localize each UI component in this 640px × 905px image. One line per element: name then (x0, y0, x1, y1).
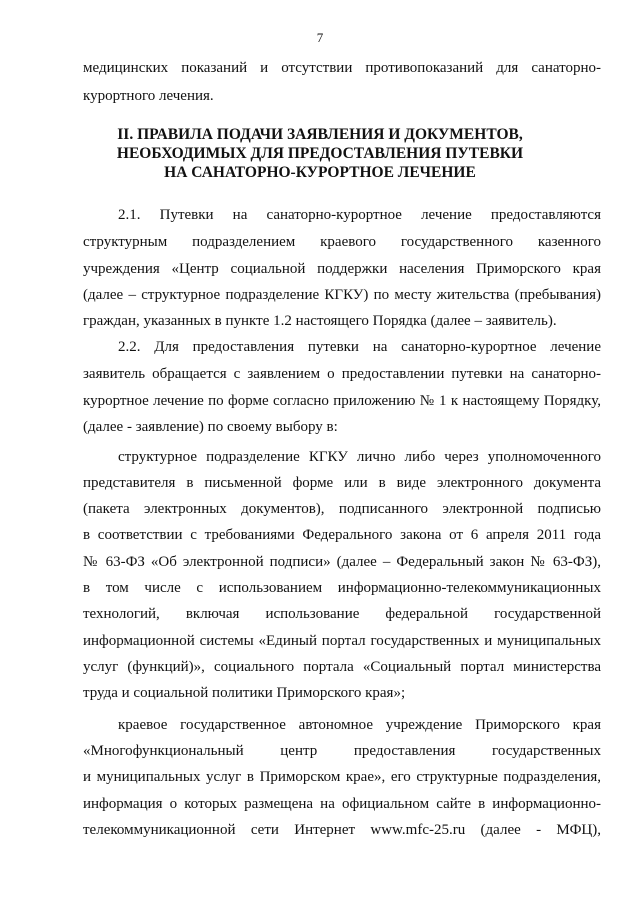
para-mfc-line-5: телекоммуникационной сети Интернет www.mfc-25.ru (далее - МФЦ), (83, 822, 601, 838)
para-2-1-line-1: 2.1. Путевки на санаторно-курортное лечение предоставляются (118, 207, 601, 223)
para-2-1-line-2: структурным подразделением краевого государственного казенного (83, 234, 601, 250)
para-2-2-line-3: курортное лечение по форме согласно приложению № 1 к настоящему Порядку, (83, 393, 601, 409)
section-heading-line-1: II. ПРАВИЛА ПОДАЧИ ЗАЯВЛЕНИЯ И ДОКУМЕНТОВ, (117, 126, 523, 143)
para-mfc-line-2: «Многофункциональный центр предоставления государственных (83, 743, 601, 759)
para-kgku-line-3: (пакета электронных документов), подписанного электронной подписью (83, 501, 601, 517)
para-kgku-line-10: труда и социальной политики Приморского края»; (83, 685, 406, 701)
para-2-2-line-4: (далее - заявление) по своему выбору в: (83, 419, 338, 435)
para-2-2-line-1: 2.2. Для предоставления путевки на санаторно-курортное лечение (118, 339, 601, 355)
para-kgku-line-5: № 63-ФЗ «Об электронной подписи» (далее – Федеральный закон № 63-ФЗ), (83, 554, 601, 570)
para-kgku-line-1: структурное подразделение КГКУ лично либо через уполномоченного (118, 449, 601, 465)
para-kgku-line-7: технологий, включая использование федеральной государственной (83, 606, 601, 622)
para-mfc-line-4: информация о которых размещена на официальном сайте в информационно- (83, 796, 601, 812)
para-kgku-line-8: информационной системы «Единый портал государственных и муниципальных (83, 633, 601, 649)
para-kgku-line-4: в соответствии с требованиями Федерального закона от 6 апреля 2011 года (83, 527, 601, 543)
para-2-1-line-5: граждан, указанных в пункте 1.2 настоящего Порядка (далее – заявитель). (83, 313, 557, 329)
section-heading-line-3: НА САНАТОРНО-КУРОРТНОЕ ЛЕЧЕНИЕ (164, 164, 476, 181)
para-kgku-line-6: в том числе с использованием информационно-телекоммуникационных (83, 580, 601, 596)
para-2-1-line-3: учреждения «Центр социальной поддержки населения Приморского края (83, 261, 601, 277)
intro-line-1: медицинских показаний и отсутствии противопоказаний для санаторно- (83, 60, 601, 76)
page-number: 7 (316, 30, 324, 45)
para-2-2-line-2: заявитель обращается с заявлением о предоставлении путевки на санаторно- (83, 366, 601, 382)
para-kgku-line-9: услуг (функций)», социального портала «Социальный портал министерства (83, 659, 601, 675)
para-2-1-line-4: (далее – структурное подразделение КГКУ) по месту жительства (пребывания) (83, 287, 601, 303)
intro-line-2: курортного лечения. (83, 88, 214, 104)
para-mfc-line-1: краевое государственное автономное учреждение Приморского края (118, 717, 601, 733)
para-mfc-line-3: и муниципальных услуг в Приморском крае», его структурные подразделения, (83, 769, 601, 785)
section-heading-line-2: НЕОБХОДИМЫХ ДЛЯ ПРЕДОСТАВЛЕНИЯ ПУТЕВКИ (116, 145, 524, 162)
para-kgku-line-2: представителя в письменной форме или в виде электронного документа (83, 475, 601, 491)
